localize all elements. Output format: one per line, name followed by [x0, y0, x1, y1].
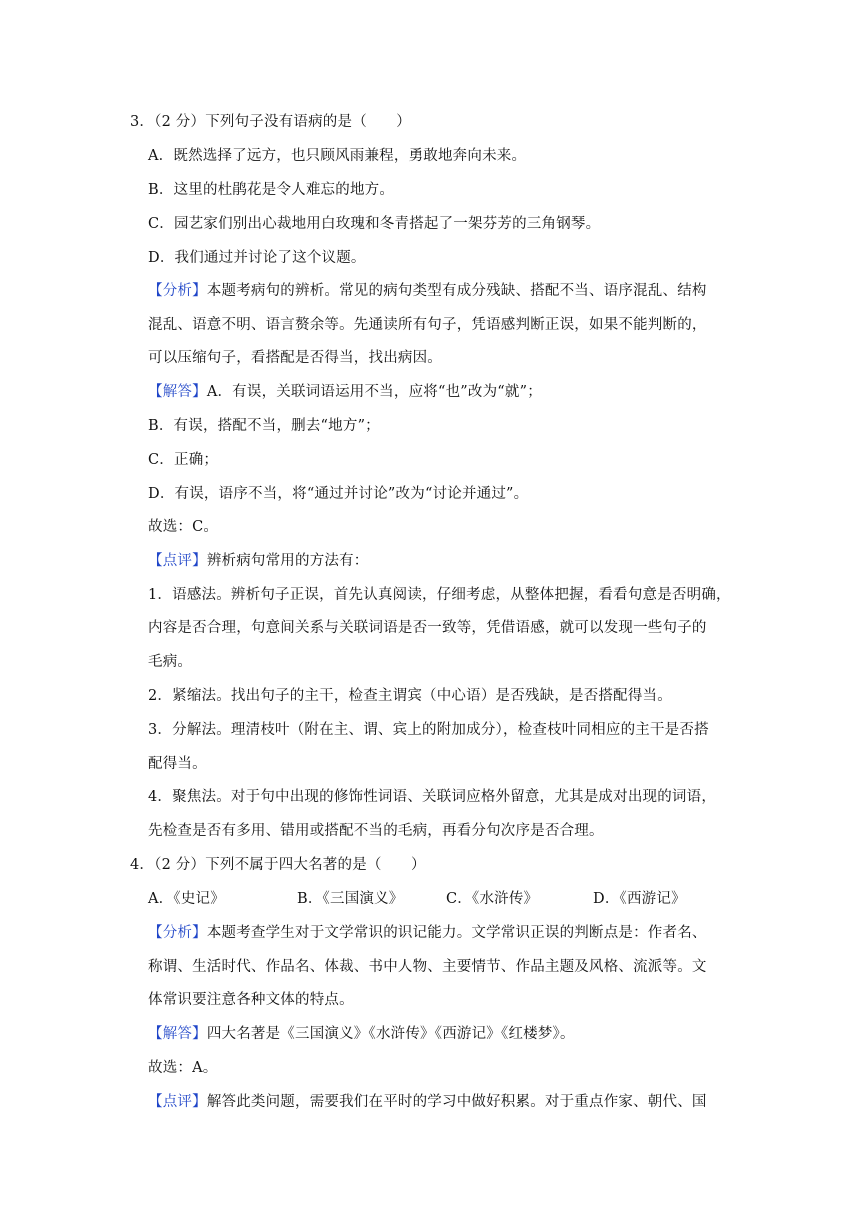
q3-analysis-tag: 【分析】: [148, 283, 207, 299]
q3-comment-line-6: 3．分解法。理清枝叶（附在主、谓、宾上的附加成分），检查枝叶同相应的主干是否搭: [148, 722, 709, 738]
q3-comment-line-5: 2．紧缩法。找出句子的主干，检查主谓宾（中心语）是否残缺，是否搭配得当。: [148, 688, 672, 704]
q3-comment-line-7: 配得当。: [148, 756, 207, 772]
q4-comment-line-1: [148, 1092, 707, 1112]
q3-comment-line-2: 1．语感法。辨析句子正误，首先认真阅读，仔细考虑，从整体把握，看看句意是否明确，: [148, 587, 731, 603]
q4-option-a: A．《史记》: [148, 891, 225, 907]
q4-analysis-line-2: 称谓、生活时代、作品名、体裁、书中人物、主要情节、作品主题及风格、流派等。文: [148, 959, 707, 975]
q3-answer-line-3: C．正确；: [148, 452, 219, 468]
q3-option-b: B．这里的杜鹃花是令人难忘的地方。: [148, 182, 395, 198]
q4-comment-text-1: 解答此类问题，需要我们在平时的学习中做好积累。对于重点作家、朝代、国: [206, 1094, 707, 1110]
q3-option-d: D．我们通过并讨论了这个议题。: [148, 250, 366, 266]
q3-comment-tag: 【点评】: [148, 553, 207, 569]
q4-answer-line-2: 故选：A。: [148, 1060, 218, 1076]
q4-answer-tag: 【解答】: [148, 1026, 207, 1042]
q3-analysis-text-1: 本题考病句的辨析。常见的病句类型有成分残缺、搭配不当、语序混乱、结构: [206, 283, 707, 299]
q4-option-d: D．《西游记》: [593, 891, 686, 907]
q3-comment-line-4: 毛病。: [148, 654, 193, 670]
q3-answer-tag: 【解答】: [148, 384, 207, 400]
q3-comment-line-3: 内容是否合理，句意间关系与关联词语是否一致等，凭借语感，就可以发现一些句子的: [148, 620, 707, 636]
q3-analysis-line-2: 混乱、语意不明、语言赘余等。先通读所有句子，凭语感判断正误，如果不能判断的，: [148, 317, 707, 333]
q3-comment-line-9: 先检查是否有多用、错用或搭配不当的毛病，再看分句次序是否合理。: [148, 823, 604, 839]
q4-answer-line-1: [148, 1024, 575, 1044]
q4-option-c: C．《水浒传》: [446, 891, 539, 907]
q4-analysis-text-1: 本题考查学生对于文学常识的识记能力。文学常识正误的判断点是：作者名、: [206, 925, 707, 941]
q3-answer-line-4: D．有误，语序不当，将“通过并讨论”改为“讨论并通过”。: [148, 486, 529, 502]
q4-stem: 4．（2 分）下列不属于四大名著的是（ ）: [130, 857, 426, 873]
q3-stem: 3．（2 分）下列句子没有语病的是（ ）: [130, 114, 412, 130]
q3-comment-text-1: 辨析病句常用的方法有：: [206, 553, 369, 569]
q3-analysis-line-1: [148, 281, 707, 301]
q4-analysis-tag: 【分析】: [148, 925, 207, 941]
q3-option-c: C．园艺家们别出心裁地用白玫瑰和冬青搭起了一架芬芳的三角钢琴。: [148, 216, 601, 232]
q4-option-b: B．《三国演义》: [297, 891, 404, 907]
q3-comment-line-1: [148, 551, 369, 571]
q3-option-a: A．既然选择了远方，也只顾风雨兼程，勇敢地奔向未来。: [148, 148, 527, 164]
q3-answer-line-2: B．有误，搭配不当，删去“地方”；: [148, 418, 380, 434]
q4-options-row: [0, 889, 860, 909]
q3-analysis-line-3: 可以压缩句子，看搭配是否得当，找出病因。: [148, 350, 442, 366]
q3-answer-line-1: [148, 382, 542, 402]
q4-analysis-line-1: [148, 923, 707, 943]
q3-comment-line-8: 4．聚焦法。对于句中出现的修饰性词语、关联词应格外留意，尤其是成对出现的词语，: [148, 789, 717, 805]
q3-answer-line-5: 故选：C。: [148, 519, 219, 535]
q4-answer-text-1: 四大名著是《三国演义》《水浒传》《西游记》《红楼梦》。: [206, 1026, 575, 1042]
q4-comment-tag: 【点评】: [148, 1094, 207, 1110]
q3-answer-text-1: A．有误，关联词语运用不当，应将“也”改为“就”；: [206, 384, 542, 400]
q4-analysis-line-3: 体常识要注意各种文体的特点。: [148, 992, 354, 1008]
